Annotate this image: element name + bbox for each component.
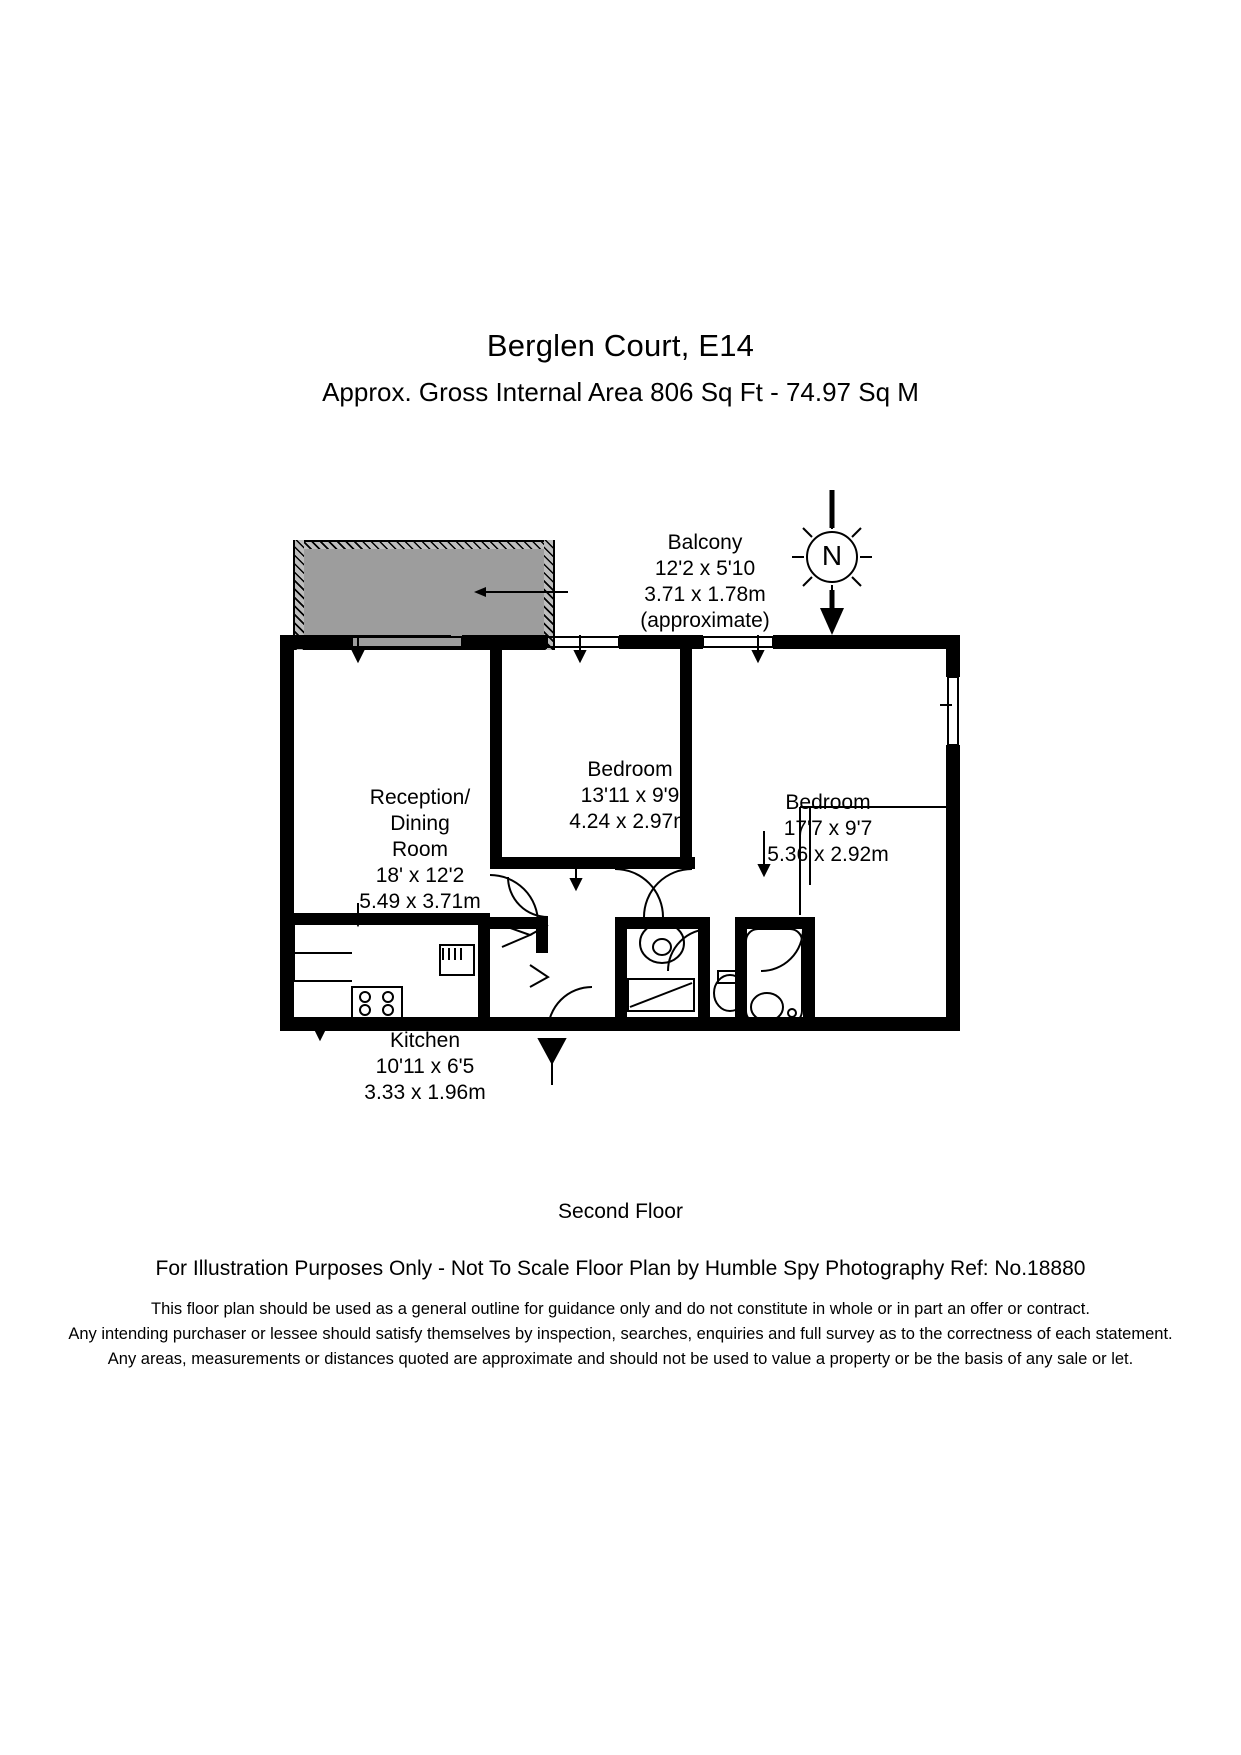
room-label-bedroom-1 xyxy=(520,757,740,835)
balcony-pointer-arrow xyxy=(474,586,568,598)
reception-name-line2: Dining xyxy=(390,812,450,835)
bedroom1-name: Bedroom xyxy=(587,758,673,781)
balcony-imperial: 12'2 x 5'10 xyxy=(654,557,756,580)
footer-disclaimer xyxy=(0,1297,1241,1372)
bedroom1-imperial: 13'11 x 9'9 xyxy=(580,784,680,807)
disclaimer-line-1: This floor plan should be used as a general outline for guidance only and do not constitute in whole or in part an offer or contract. xyxy=(151,1300,1090,1318)
footer-credit: For Illustration Purposes Only - Not To Scale Floor Plan by Humble Spy Photography Ref: No.18880 xyxy=(155,1257,1086,1280)
balcony-metric: 3.71 x 1.78m xyxy=(644,583,766,606)
balcony-hatch-left xyxy=(293,540,304,650)
disclaimer-line-2: Any intending purchaser or lessee should satisfy themselves by inspection, searches, enquiries and full survey as to the correctness of each statement. xyxy=(68,1325,1173,1343)
floor-caption: Second Floor xyxy=(558,1200,683,1223)
bedroom2-imperial: 17'7 x 9'7 xyxy=(783,817,873,840)
kitchen-metric: 3.33 x 1.96m xyxy=(364,1081,486,1104)
room-label-bedroom-2 xyxy=(718,790,938,868)
page-title: Berglen Court, E14 xyxy=(486,328,755,363)
kitchen-name: Kitchen xyxy=(389,1029,461,1052)
kitchen-imperial: 10'11 x 6'5 xyxy=(375,1055,475,1078)
disclaimer-line-3: Any areas, measurements or distances quoted are approximate and should not be used to value a property or be the basis of any sale or let. xyxy=(107,1350,1134,1368)
balcony-note: (approximate) xyxy=(640,609,770,632)
bedroom1-metric: 4.24 x 2.97m xyxy=(569,810,691,833)
bedroom2-name: Bedroom xyxy=(785,791,871,814)
reception-name-line3: Room xyxy=(391,838,449,861)
room-label-kitchen xyxy=(315,1028,535,1106)
reception-imperial: 18' x 12'2 xyxy=(375,864,465,887)
area-subtitle: Approx. Gross Internal Area 806 Sq Ft - 74.97 Sq M xyxy=(322,377,919,407)
reception-name-line1: Reception/ xyxy=(369,786,471,809)
balcony-name: Balcony xyxy=(667,531,743,554)
balcony-hatch-top xyxy=(293,540,555,549)
compass-north-label: N xyxy=(821,540,843,571)
bedroom2-metric: 5.36 x 2.92m xyxy=(767,843,889,866)
room-label-reception xyxy=(315,785,525,915)
reception-metric: 5.49 x 3.71m xyxy=(359,890,481,913)
